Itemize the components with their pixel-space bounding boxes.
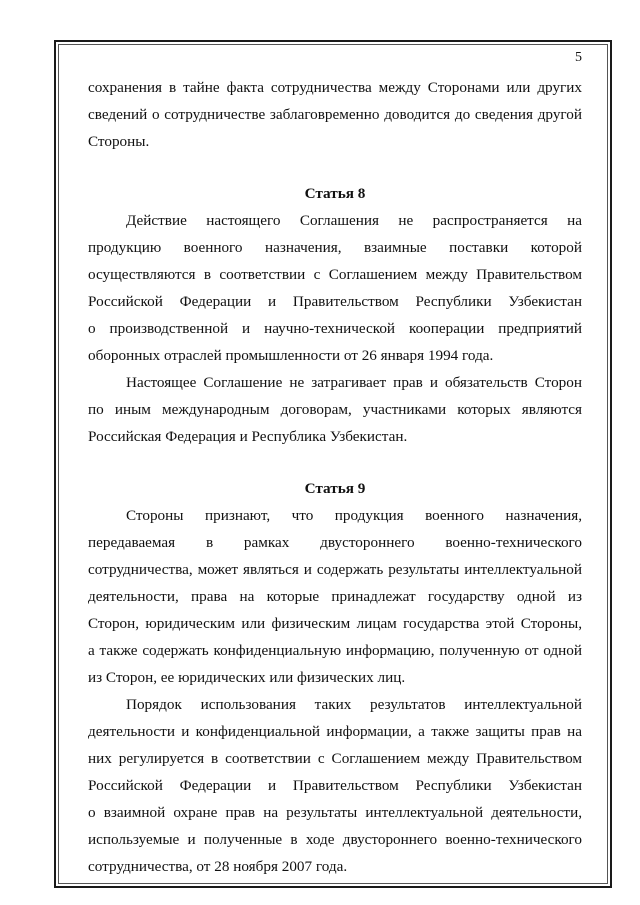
page-number: 5 xyxy=(575,50,582,65)
text-line: Стороны. xyxy=(88,133,150,150)
article-8-paragraph-2 xyxy=(88,369,582,450)
text-line: о взаимной охране прав на результаты интеллектуальной деятельности, xyxy=(88,804,582,821)
document-page xyxy=(88,48,582,880)
text-line: по иным международным договорам, участниками которых являются xyxy=(88,401,582,418)
text-line: передаваемая в рамках двустороннего военно-технического xyxy=(88,534,582,551)
text-line: оборонных отраслей промышленности от 26 января 1994 года. xyxy=(88,347,494,364)
text-line: продукцию военного назначения, взаимные поставки которой xyxy=(88,239,582,256)
text-line: Настоящее Соглашение не затрагивает прав и обязательств Сторон xyxy=(126,374,582,391)
text-line: Стороны признают, что продукция военного назначения, xyxy=(126,507,582,524)
text-line: них регулируется в соответствии с Соглашением между Правительством xyxy=(88,750,582,767)
text-line: деятельности, права на которые принадлежат государству одной из xyxy=(88,588,582,605)
article-9-heading: Статья 9 xyxy=(304,480,366,497)
text-line: сведений о сотрудничестве заблаговременно доводится до сведения другой xyxy=(88,106,582,123)
text-line: Действие настоящего Соглашения не распространяется на xyxy=(126,212,582,229)
article-9-paragraph-1 xyxy=(88,502,582,691)
text-line: деятельности и конфиденциальной информации, а также защиты прав на xyxy=(88,723,582,740)
text-line: Российская Федерация и Республика Узбекистан. xyxy=(88,428,408,445)
text-line: используемые и полученные в ходе двустороннего военно-технического xyxy=(88,831,582,848)
text-line: Порядок использования таких результатов интеллектуальной xyxy=(126,696,582,713)
text-line: Российской Федерации и Правительством Республики Узбекистан xyxy=(88,293,582,310)
article-9-paragraph-2 xyxy=(88,691,582,880)
text-line: сотрудничества, от 28 ноября 2007 года. xyxy=(88,858,348,875)
intro-paragraph xyxy=(88,74,582,155)
text-line: о производственной и научно-технической кооперации предприятий xyxy=(88,320,582,337)
article-8-paragraph-1 xyxy=(88,207,582,369)
article-8-heading: Статья 8 xyxy=(304,185,366,202)
text-line: а также содержать конфиденциальную информацию, полученную от одной xyxy=(88,642,582,659)
text-line: Сторон, юридическим или физическим лицам государства этой Стороны, xyxy=(88,615,582,632)
text-line: осуществляются в соответствии с Соглашением между Правительством xyxy=(88,266,582,283)
text-line: из Сторон, ее юридических или физических лиц. xyxy=(88,669,406,686)
text-line: сотрудничества, может являться и содержать результаты интеллектуальной xyxy=(88,561,582,578)
text-line: сохранения в тайне факта сотрудничества между Сторонами или других xyxy=(88,79,582,96)
text-line: Российской Федерации и Правительством Республики Узбекистан xyxy=(88,777,582,794)
